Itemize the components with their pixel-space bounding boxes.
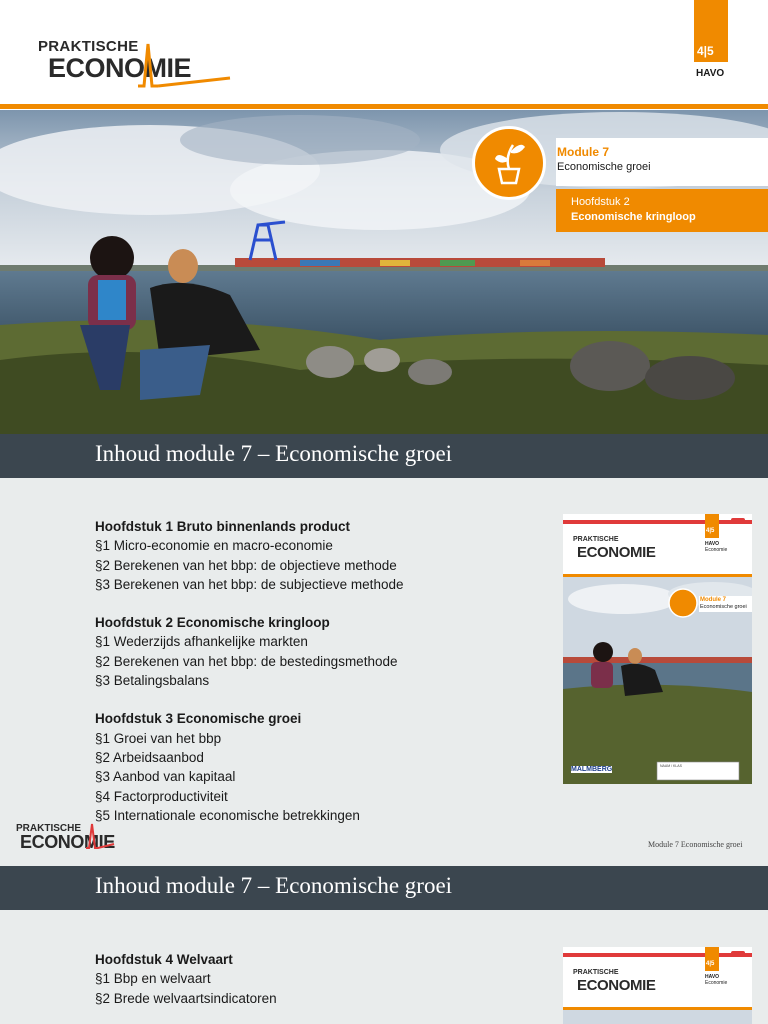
list-item: §1 Wederzijds afhankelijke markten bbox=[95, 634, 308, 650]
logo-text-top: PRAKTISCHE bbox=[38, 38, 139, 55]
cover-logo-top: PRAKTISCHE bbox=[573, 536, 619, 543]
table-of-contents bbox=[95, 950, 277, 1008]
section-title: Inhoud module 7 – Economische groei bbox=[95, 441, 453, 466]
chapter-heading: Hoofdstuk 4 Welvaart bbox=[95, 952, 233, 967]
list-item: §2 Berekenen van het bbp: de objectieve methode bbox=[95, 557, 397, 573]
module-subtitle: Economische groei bbox=[557, 161, 651, 173]
list-item: §1 Groei van het bbp bbox=[95, 730, 222, 746]
logo-text-main: ECONOMIE bbox=[48, 53, 192, 83]
level-number: 4|5 bbox=[697, 44, 714, 58]
cover-logo-main: ECONOMIE bbox=[577, 977, 656, 994]
footer-logo-main: ECONOMIE bbox=[20, 832, 115, 852]
cover-level: 4|5 bbox=[706, 528, 715, 534]
chapter-heading: Hoofdstuk 2 Economische kringloop bbox=[95, 615, 330, 631]
page-header bbox=[0, 0, 768, 104]
chapter-label: Hoofdstuk 2 bbox=[571, 196, 630, 208]
chapter-title: Economische kringloop bbox=[571, 211, 696, 223]
cover-publisher: MALMBERG bbox=[571, 766, 613, 773]
module-title: Module 7 bbox=[557, 145, 610, 159]
list-item: §3 Berekenen van het bbp: de subjectieve methode bbox=[95, 576, 404, 592]
logo-swoosh-icon bbox=[130, 38, 235, 93]
book-cover-thumbnail bbox=[563, 947, 752, 1024]
list-item: §4 Factorproductiviteit bbox=[95, 788, 228, 804]
book-cover-thumbnail bbox=[563, 514, 752, 784]
cover-module-title: Module 7 bbox=[700, 597, 727, 603]
cover-logo-main: ECONOMIE bbox=[577, 544, 656, 561]
module-badge bbox=[472, 126, 546, 200]
cover-subject: Economie bbox=[705, 980, 728, 986]
list-item: §2 Berekenen van het bbp: de bestedingsmethode bbox=[95, 653, 398, 669]
cover-module-subtitle: Economische groei bbox=[700, 604, 747, 610]
list-item: §1 Bbp en welvaart bbox=[95, 971, 211, 987]
cover-logo-top: PRAKTISCHE bbox=[573, 969, 619, 976]
cover-name-label: NAAM / KLAS bbox=[660, 764, 682, 768]
cover-level: 4|5 bbox=[706, 961, 715, 967]
footer-logo-swoosh-icon bbox=[82, 820, 116, 854]
list-item: §3 Betalingsbalans bbox=[95, 673, 210, 689]
chapter-heading: Hoofdstuk 1 Bruto binnenlands product bbox=[95, 519, 350, 534]
level-name: HAVO bbox=[696, 68, 725, 79]
list-item: §5 Internationale economische betrekkingen bbox=[95, 807, 360, 823]
list-item: §2 Brede welvaartsindicatoren bbox=[95, 990, 277, 1006]
footer-note: Module 7 Economische groei bbox=[648, 840, 743, 849]
chapter-heading: Hoofdstuk 3 Economische groei bbox=[95, 711, 302, 727]
cover-level-name: HAVO bbox=[705, 974, 720, 980]
cover-level-name: HAVO bbox=[705, 541, 720, 547]
list-item: §3 Aanbod van kapitaal bbox=[95, 769, 236, 785]
footer-logo-top: PRAKTISCHE bbox=[16, 823, 82, 834]
list-item: §2 Arbeidsaanbod bbox=[95, 749, 204, 765]
section-title: Inhoud module 7 – Economische groei bbox=[95, 873, 453, 898]
plant-growth-icon bbox=[475, 129, 543, 197]
list-item: §1 Micro-economie en macro-economie bbox=[95, 538, 333, 554]
header-divider bbox=[0, 104, 768, 109]
table-of-contents bbox=[95, 517, 403, 825]
cover-subject: Economie bbox=[705, 547, 728, 553]
